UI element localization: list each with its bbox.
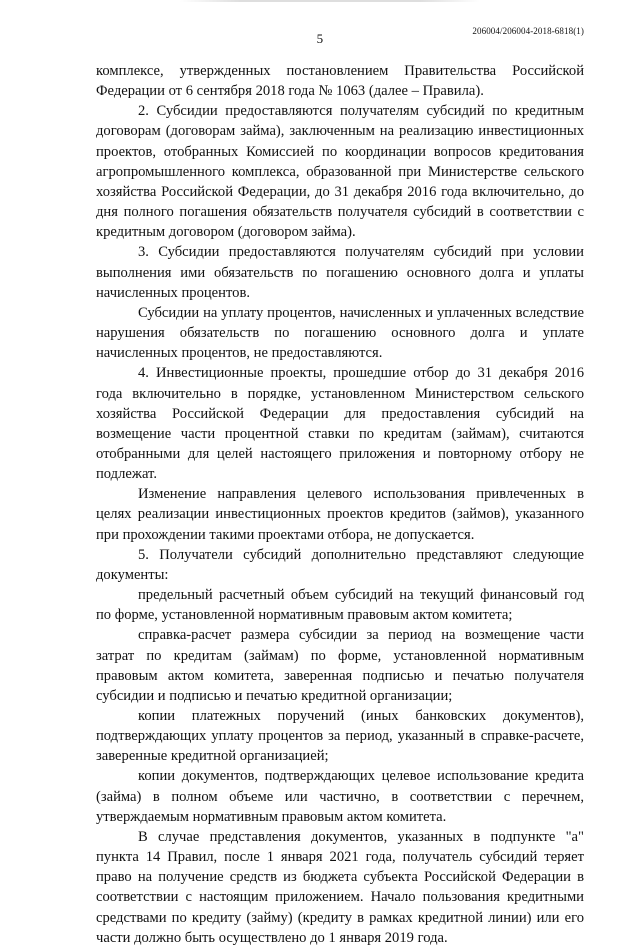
page-number: 5 — [316, 31, 324, 46]
paragraph-deadline: В случае представления документов, указанных в подпункте "а" пункта 14 Правил, после 1 января 2021 года, получатель субсидий теряет право на получение средств из бюджета субъекта Российской Федерации в соответствии с настоящим приложением. Начало пользования кредитными средствами по кредиту (займу) (кредиту в рамках кредитной линии) или его части должно быть осуществлено до 1 января 2019 года. — [96, 828, 584, 946]
list-item-calculation: справка-расчет размера субсидии за период на возмещение части затрат по кредитам (займам) по форме, установленной нормативным правовым актом комитета, заверенная подписью и печатью получателя субсидии и подписью и печатью кредитной организации; — [96, 627, 584, 704]
list-item-purpose-documents: копии документов, подтверждающих целевое использование кредита (займа) в полном объеме или частично, в соответствии с перечнем, утверждаемым нормативным правовым актом комитета. — [96, 768, 584, 825]
paragraph-subsidy-interest: Субсидии на уплату процентов, начисленных и уплаченных вследствие нарушения обязательств по погашению основного долга и уплате начисленных процентов, не предоставляются. — [96, 304, 584, 362]
scan-artifact — [180, 0, 480, 2]
paragraph-item-5: 5. Получатели субсидий дополнительно представляют следующие документы: — [96, 546, 584, 583]
list-item-payment-orders: копии платежных поручений (иных банковских документов), подтверждающих уплату процентов за период, указанный в справке-расчете, заверенные кредитной организацией; — [96, 708, 584, 765]
document-body — [96, 61, 584, 948]
document-id: 206004/206004-2018-6818(1) — [472, 26, 584, 36]
paragraph-item-4: 4. Инвестиционные проекты, прошедшие отбор до 31 декабря 2016 года включительно в порядке, установленном Министерством сельского хозяйства Российской Федерации для предоставления субсидий на возмещение части процентной ставки по кредитам (займам), считаются отобранными для целей настоящего приложения и повторному отбору не подлежат. — [96, 365, 584, 483]
paragraph-purpose-change: Изменение направления целевого использования привлеченных в целях реализации инвестиционных проектов кредитов (займов), указанного при прохождении такими проектами отбора, не допускается. — [96, 486, 584, 543]
paragraph-item-2: 2. Субсидии предоставляются получателям субсидий по кредитным договорам (договорам займа), заключенным на реализацию инвестиционных проектов, отобранных Комиссией по координации вопросов кредитования агропромышленного комплекса, образованной при Министерстве сельского хозяйства Российской Федерации, до 31 декабря 2016 года включительно, до дня полного погашения обязательств получателя субсидий в соответствии с кредитным договором (договором займа). — [96, 103, 584, 241]
list-item-estimate: предельный расчетный объем субсидий на текущий финансовый год по форме, установленной нормативным правовым актом комитета; — [96, 587, 584, 624]
paragraph-continuation: комплексе, утвержденных постановлением Правительства Российской Федерации от 6 сентября 2018 года № 1063 (далее – Правила). — [96, 63, 584, 100]
paragraph-item-3: 3. Субсидии предоставляются получателям субсидий при условии выполнения ими обязательств по погашению основного долга и уплаты начисленных процентов. — [96, 244, 584, 301]
